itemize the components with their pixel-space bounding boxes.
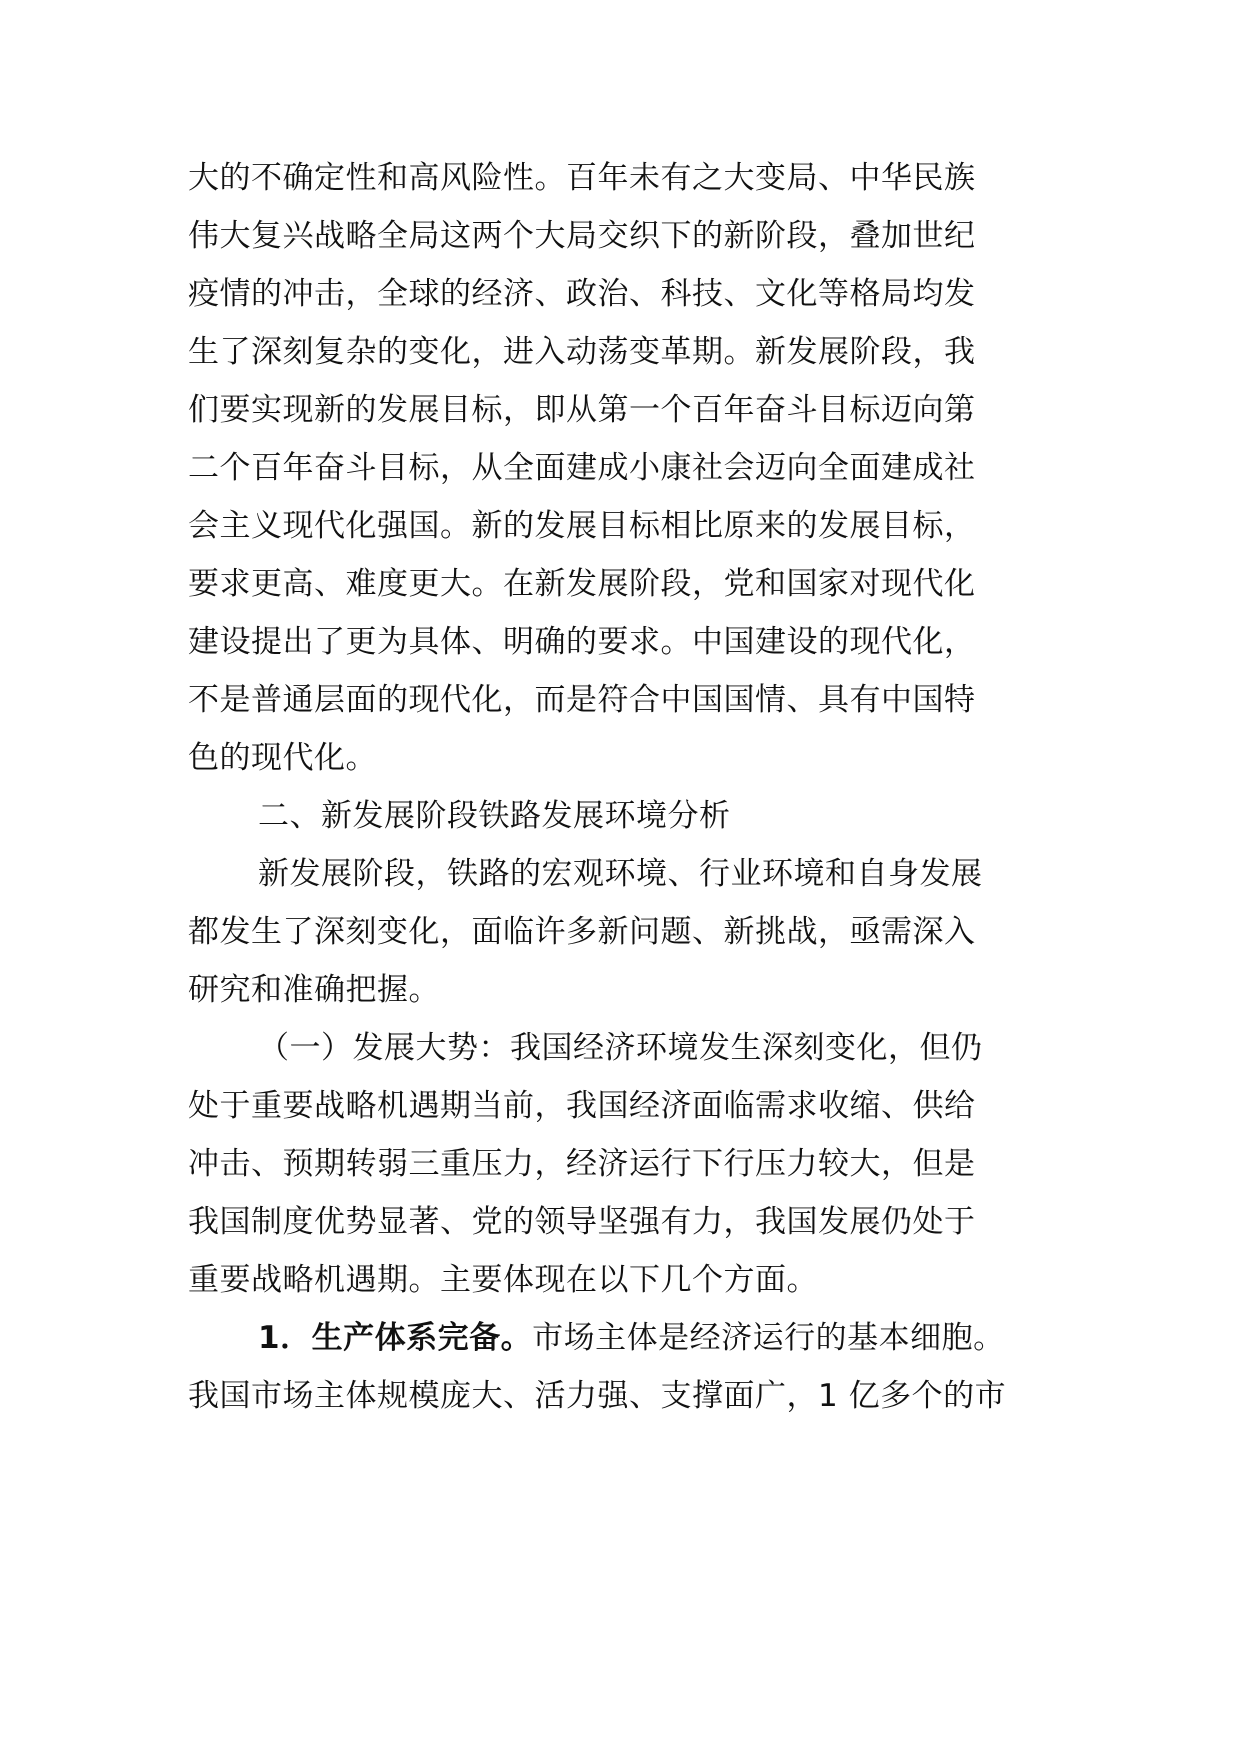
- text-line: 新发展阶段，铁路的宏观环境、行业环境和自身发展: [258, 856, 983, 892]
- text-line: 会主义现代化强国。新的发展目标相比原来的发展目标，: [188, 508, 976, 544]
- text-line: 我国制度优势显著、党的领导坚强有力，我国发展仍处于: [188, 1204, 976, 1240]
- text-line: 色的现代化。: [188, 740, 377, 776]
- text-line: 生了深刻复杂的变化，进入动荡变革期。新发展阶段，我: [188, 334, 976, 370]
- text-line: 建设提出了更为具体、明确的要求。中国建设的现代化，: [188, 624, 976, 660]
- text-line: 大的不确定性和高风险性。百年未有之大变局、中华民族: [188, 160, 976, 196]
- numbered-point-line: [258, 1318, 1005, 1358]
- numbered-point-text: 市场主体是经济运行的基本细胞。: [532, 1320, 1005, 1356]
- text-line: 重要战略机遇期。主要体现在以下几个方面。: [188, 1262, 818, 1298]
- text-line: 二个百年奋斗目标，从全面建成小康社会迈向全面建成社: [188, 450, 976, 486]
- text-line: 我国市场主体规模庞大、活力强、支撑面广，1 亿多个的市: [188, 1378, 1007, 1414]
- text-line: 研究和准确把握。: [188, 972, 440, 1008]
- text-line: 们要实现新的发展目标，即从第一个百年奋斗目标迈向第: [188, 392, 976, 428]
- text-line: 不是普通层面的现代化，而是符合中国国情、具有中国特: [188, 682, 976, 718]
- text-line: 要求更高、难度更大。在新发展阶段，党和国家对现代化: [188, 566, 976, 602]
- text-line: 都发生了深刻变化，面临许多新问题、新挑战，亟需深入: [188, 914, 976, 950]
- section-heading: 二、新发展阶段铁路发展环境分析: [258, 798, 731, 834]
- text-line: 伟大复兴战略全局这两个大局交织下的新阶段，叠加世纪: [188, 218, 976, 254]
- subsection-heading-line: （一）发展大势：我国经济环境发生深刻变化，但仍: [258, 1030, 983, 1066]
- numbered-point-lead: 1．生产体系完备。: [258, 1320, 533, 1356]
- text-line: 冲击、预期转弱三重压力，经济运行下行压力较大，但是: [188, 1146, 976, 1182]
- text-line: 疫情的冲击，全球的经济、政治、科技、文化等格局均发: [188, 276, 976, 312]
- text-line: 处于重要战略机遇期当前，我国经济面临需求收缩、供给: [188, 1088, 976, 1124]
